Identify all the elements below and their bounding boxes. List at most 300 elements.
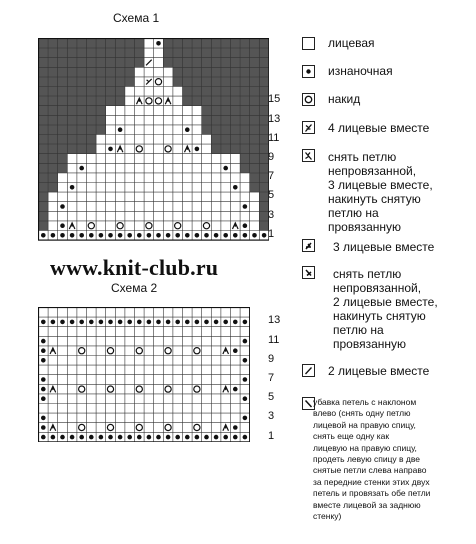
no-stitch-cell: [58, 77, 68, 87]
no-stitch-cell: [211, 96, 221, 106]
no-stitch-cell: [106, 77, 116, 87]
no-stitch-cell: [67, 67, 77, 77]
purl-stitch: [118, 320, 123, 325]
no-stitch-cell: [96, 86, 106, 96]
purl-stitch: [41, 396, 46, 401]
purl-stitch: [127, 435, 132, 440]
no-stitch-cell: [240, 115, 250, 125]
purl-stitch: [41, 320, 46, 325]
no-stitch-cell: [58, 96, 68, 106]
no-stitch-cell: [38, 202, 48, 212]
no-stitch-cell: [67, 125, 77, 135]
no-stitch-cell: [48, 154, 58, 164]
no-stitch-cell: [106, 67, 116, 77]
purl-stitch: [108, 233, 113, 238]
purl-stitch: [79, 320, 84, 325]
purl-stitch: [262, 233, 267, 238]
no-stitch-cell: [125, 67, 135, 77]
purl-stitch: [223, 435, 228, 440]
no-stitch-cell: [259, 48, 269, 58]
no-stitch-cell: [48, 173, 58, 183]
purl-stitch-icon: [302, 65, 315, 78]
purl-stitch: [233, 348, 238, 353]
no-stitch-cell: [211, 134, 221, 144]
purl-stitch: [60, 233, 65, 238]
no-stitch-cell: [48, 134, 58, 144]
purl-stitch: [204, 435, 209, 440]
purl-stitch: [233, 435, 238, 440]
purl-stitch: [89, 233, 94, 238]
purl-stitch: [223, 320, 228, 325]
purl-stitch: [233, 320, 238, 325]
legend-k2tog-label: 2 лицевые вместе: [328, 364, 430, 378]
no-stitch-cell: [125, 48, 135, 58]
no-stitch-cell: [48, 144, 58, 154]
k4tog-icon: [302, 121, 315, 134]
no-stitch-cell: [77, 58, 87, 68]
purl-stitch: [41, 387, 46, 392]
purl-stitch: [70, 435, 75, 440]
no-stitch-cell: [240, 125, 250, 135]
no-stitch-cell: [182, 58, 192, 68]
no-stitch-cell: [96, 39, 106, 49]
purl-stitch: [156, 233, 161, 238]
purl-stitch: [137, 435, 142, 440]
no-stitch-cell: [230, 58, 240, 68]
no-stitch-cell: [86, 115, 96, 125]
no-stitch-cell: [240, 154, 250, 164]
no-stitch-cell: [38, 163, 48, 173]
purl-stitch: [156, 320, 161, 325]
no-stitch-cell: [48, 106, 58, 116]
no-stitch-cell: [202, 48, 212, 58]
no-stitch-cell: [38, 86, 48, 96]
no-stitch-cell: [240, 58, 250, 68]
no-stitch-cell: [250, 77, 260, 87]
no-stitch-cell: [77, 39, 87, 49]
no-stitch-cell: [77, 115, 87, 125]
no-stitch-cell: [67, 134, 77, 144]
no-stitch-cell: [96, 48, 106, 58]
no-stitch-cell: [230, 77, 240, 87]
no-stitch-cell: [58, 154, 68, 164]
no-stitch-cell: [38, 221, 48, 231]
purl-stitch: [252, 233, 257, 238]
no-stitch-cell: [240, 77, 250, 87]
purl-stitch: [70, 320, 75, 325]
no-stitch-cell: [58, 115, 68, 125]
no-stitch-cell: [250, 125, 260, 135]
no-stitch-cell: [240, 96, 250, 106]
no-stitch-cell: [230, 125, 240, 135]
no-stitch-cell: [230, 144, 240, 154]
purl-stitch: [243, 204, 248, 209]
no-stitch-cell: [58, 144, 68, 154]
purl-stitch: [137, 233, 142, 238]
sl1-k3tog-psso-icon: [302, 149, 315, 162]
row-number: 9: [268, 352, 275, 365]
row-number: 15: [268, 93, 281, 106]
purl-stitch: [51, 320, 56, 325]
chart-grid: [38, 38, 269, 241]
no-stitch-cell: [192, 67, 202, 77]
no-stitch-cell: [77, 77, 87, 87]
purl-stitch: [41, 339, 46, 344]
no-stitch-cell: [106, 39, 116, 49]
no-stitch-cell: [221, 144, 231, 154]
no-stitch-cell: [77, 96, 87, 106]
no-stitch-cell: [211, 115, 221, 125]
purl-stitch: [243, 339, 248, 344]
row-number: 7: [268, 372, 275, 384]
no-stitch-cell: [58, 58, 68, 68]
no-stitch-cell: [48, 48, 58, 58]
legend-sl1-k2tog-psso-label: снять петлю непровязанной, 2 лицевые вместе, накинуть снятую петлю на провязанную: [333, 267, 438, 351]
no-stitch-cell: [182, 67, 192, 77]
purl-stitch: [89, 320, 94, 325]
purl-stitch: [127, 233, 132, 238]
purl-stitch: [51, 435, 56, 440]
purl-stitch: [118, 233, 123, 238]
no-stitch-cell: [221, 67, 231, 77]
no-stitch-cell: [96, 125, 106, 135]
no-stitch-cell: [240, 163, 250, 173]
no-stitch-cell: [211, 77, 221, 87]
purl-stitch: [175, 233, 180, 238]
purl-stitch: [214, 233, 219, 238]
no-stitch-cell: [230, 106, 240, 116]
no-stitch-cell: [38, 67, 48, 77]
no-stitch-cell: [211, 106, 221, 116]
no-stitch-cell: [250, 67, 260, 77]
purl-stitch: [41, 358, 46, 363]
purl-stitch: [185, 127, 190, 132]
no-stitch-cell: [48, 125, 58, 135]
sl1-k2tog-psso-icon: [302, 266, 315, 279]
no-stitch-cell: [230, 39, 240, 49]
no-stitch-cell: [221, 106, 231, 116]
no-stitch-cell: [173, 58, 183, 68]
purl-stitch: [233, 233, 238, 238]
no-stitch-cell: [230, 67, 240, 77]
no-stitch-cell: [86, 106, 96, 116]
no-stitch-cell: [250, 58, 260, 68]
no-stitch-cell: [48, 86, 58, 96]
scheme1-chart: [38, 38, 269, 246]
no-stitch-cell: [115, 77, 125, 87]
no-stitch-cell: [230, 86, 240, 96]
no-stitch-cell: [67, 96, 77, 106]
no-stitch-cell: [58, 134, 68, 144]
legend-k4tog-label: 4 лицевые вместе: [328, 121, 430, 135]
no-stitch-cell: [230, 115, 240, 125]
no-stitch-cell: [77, 86, 87, 96]
no-stitch-cell: [250, 163, 260, 173]
no-stitch-cell: [96, 106, 106, 116]
no-stitch-cell: [115, 58, 125, 68]
no-stitch-cell: [58, 39, 68, 49]
k3tog-icon: [302, 239, 315, 252]
purl-stitch: [204, 233, 209, 238]
no-stitch-cell: [86, 77, 96, 87]
purl-stitch: [233, 425, 238, 430]
no-stitch-cell: [38, 211, 48, 221]
no-stitch-cell: [259, 58, 269, 68]
no-stitch-cell: [250, 39, 260, 49]
purl-stitch: [79, 233, 84, 238]
purl-stitch: [147, 320, 152, 325]
purl-stitch: [41, 348, 46, 353]
no-stitch-cell: [240, 39, 250, 49]
no-stitch-cell: [38, 182, 48, 192]
no-stitch-cell: [250, 182, 260, 192]
no-stitch-cell: [77, 125, 87, 135]
legend-ssk-label: убавка петель с наклоном влево (снять одну петлю лицевой на правую спицу, снять еще одну как лицевую на правую спицу, продеть левую спицу в две снятые петли слева направо за передние стенки этих двух петель и провязать обе петли вместе лицевой за заднюю стенку): [313, 397, 431, 522]
no-stitch-cell: [173, 48, 183, 58]
no-stitch-cell: [77, 106, 87, 116]
no-stitch-cell: [221, 125, 231, 135]
purl-stitch: [175, 320, 180, 325]
no-stitch-cell: [250, 96, 260, 106]
no-stitch-cell: [192, 77, 202, 87]
legend-sl1-k3tog-psso-label: снять петлю непровязанной, 3 лицевые вместе, накинуть снятую петлю на провязанную: [328, 150, 433, 234]
purl-stitch: [195, 147, 200, 152]
no-stitch-cell: [48, 96, 58, 106]
no-stitch-cell: [182, 86, 192, 96]
no-stitch-cell: [106, 96, 116, 106]
purl-stitch: [118, 127, 123, 132]
no-stitch-cell: [38, 48, 48, 58]
purl-stitch: [41, 377, 46, 382]
no-stitch-cell: [211, 144, 221, 154]
no-stitch-cell: [115, 39, 125, 49]
no-stitch-cell: [182, 48, 192, 58]
no-stitch-cell: [250, 106, 260, 116]
no-stitch-cell: [230, 48, 240, 58]
purl-stitch: [223, 233, 228, 238]
no-stitch-cell: [58, 106, 68, 116]
row-number: 1: [268, 429, 275, 442]
yarn-over-icon: [302, 93, 315, 106]
no-stitch-cell: [67, 144, 77, 154]
no-stitch-cell: [202, 58, 212, 68]
no-stitch-cell: [221, 134, 231, 144]
purl-stitch: [156, 41, 161, 46]
no-stitch-cell: [250, 154, 260, 164]
purl-stitch: [79, 166, 84, 171]
no-stitch-cell: [115, 86, 125, 96]
row-number: 3: [268, 208, 275, 221]
purl-stitch: [243, 320, 248, 325]
purl-stitch: [89, 435, 94, 440]
legend-purl-label: изнаночная: [328, 64, 393, 78]
purl-stitch: [185, 435, 190, 440]
purl-stitch: [214, 435, 219, 440]
legend-k3tog-label: 3 лицевые вместе: [333, 240, 435, 254]
no-stitch-cell: [182, 39, 192, 49]
no-stitch-cell: [173, 39, 183, 49]
row-number: 11: [268, 131, 280, 144]
no-stitch-cell: [221, 39, 231, 49]
no-stitch-cell: [250, 173, 260, 183]
no-stitch-cell: [125, 77, 135, 87]
no-stitch-cell: [115, 67, 125, 77]
no-stitch-cell: [38, 96, 48, 106]
row-number: 13: [268, 112, 281, 125]
no-stitch-cell: [134, 39, 144, 49]
no-stitch-cell: [230, 134, 240, 144]
no-stitch-cell: [38, 125, 48, 135]
no-stitch-cell: [240, 67, 250, 77]
purl-stitch: [70, 185, 75, 190]
no-stitch-cell: [250, 115, 260, 125]
row-number: 13: [268, 314, 281, 327]
purl-stitch: [185, 320, 190, 325]
no-stitch-cell: [38, 115, 48, 125]
no-stitch-cell: [163, 58, 173, 68]
purl-stitch: [166, 435, 171, 440]
no-stitch-cell: [96, 96, 106, 106]
purl-stitch: [243, 396, 248, 401]
no-stitch-cell: [134, 48, 144, 58]
no-stitch-cell: [221, 96, 231, 106]
purl-stitch: [60, 435, 65, 440]
purl-stitch: [99, 233, 104, 238]
purl-stitch: [185, 233, 190, 238]
no-stitch-cell: [67, 106, 77, 116]
no-stitch-cell: [38, 134, 48, 144]
purl-stitch: [166, 233, 171, 238]
no-stitch-cell: [250, 144, 260, 154]
purl-stitch: [60, 223, 65, 228]
no-stitch-cell: [192, 48, 202, 58]
no-stitch-cell: [77, 144, 87, 154]
no-stitch-cell: [192, 58, 202, 68]
no-stitch-cell: [58, 48, 68, 58]
no-stitch-cell: [96, 67, 106, 77]
purl-stitch: [108, 320, 113, 325]
no-stitch-cell: [211, 86, 221, 96]
no-stitch-cell: [240, 48, 250, 58]
no-stitch-cell: [38, 77, 48, 87]
no-stitch-cell: [173, 77, 183, 87]
purl-stitch: [204, 320, 209, 325]
no-stitch-cell: [221, 115, 231, 125]
no-stitch-cell: [106, 86, 116, 96]
chart-grid: [38, 307, 250, 442]
no-stitch-cell: [86, 39, 96, 49]
no-stitch-cell: [192, 96, 202, 106]
row-number: 1: [268, 227, 275, 240]
no-stitch-cell: [38, 58, 48, 68]
no-stitch-cell: [86, 96, 96, 106]
no-stitch-cell: [221, 58, 231, 68]
scheme2-chart: [38, 307, 250, 447]
no-stitch-cell: [38, 106, 48, 116]
no-stitch-cell: [67, 58, 77, 68]
purl-stitch: [41, 425, 46, 430]
no-stitch-cell: [115, 48, 125, 58]
no-stitch-cell: [211, 58, 221, 68]
purl-stitch: [60, 320, 65, 325]
scheme1-title: Схема 1: [113, 11, 160, 25]
no-stitch-cell: [48, 58, 58, 68]
purl-stitch: [127, 320, 132, 325]
no-stitch-cell: [106, 48, 116, 58]
purl-stitch: [243, 358, 248, 363]
legend-yarn-over-label: накид: [328, 92, 361, 106]
scheme2-title: Схема 2: [111, 281, 158, 295]
purl-stitch: [41, 233, 46, 238]
no-stitch-cell: [77, 67, 87, 77]
no-stitch-cell: [48, 115, 58, 125]
no-stitch-cell: [202, 86, 212, 96]
row-number: 9: [268, 151, 275, 163]
no-stitch-cell: [211, 39, 221, 49]
purl-stitch: [233, 387, 238, 392]
no-stitch-cell: [86, 48, 96, 58]
no-stitch-cell: [221, 48, 231, 58]
no-stitch-cell: [38, 192, 48, 202]
no-stitch-cell: [163, 48, 173, 58]
no-stitch-cell: [202, 96, 212, 106]
row-number: 5: [268, 391, 275, 404]
no-stitch-cell: [202, 67, 212, 77]
no-stitch-cell: [211, 125, 221, 135]
no-stitch-cell: [211, 48, 221, 58]
no-stitch-cell: [67, 115, 77, 125]
no-stitch-cell: [67, 48, 77, 58]
purl-stitch: [195, 320, 200, 325]
no-stitch-cell: [38, 39, 48, 49]
row-number: 3: [268, 410, 275, 423]
purl-stitch: [41, 416, 46, 421]
purl-stitch: [223, 166, 228, 171]
no-stitch-cell: [48, 67, 58, 77]
no-stitch-cell: [202, 106, 212, 116]
purl-stitch: [79, 435, 84, 440]
purl-stitch: [243, 435, 248, 440]
no-stitch-cell: [240, 86, 250, 96]
no-stitch-cell: [250, 86, 260, 96]
no-stitch-cell: [125, 58, 135, 68]
no-stitch-cell: [86, 134, 96, 144]
no-stitch-cell: [77, 48, 87, 58]
no-stitch-cell: [86, 86, 96, 96]
no-stitch-cell: [67, 86, 77, 96]
purl-stitch: [156, 435, 161, 440]
row-number: 11: [268, 333, 280, 346]
purl-stitch: [99, 320, 104, 325]
purl-stitch: [195, 233, 200, 238]
no-stitch-cell: [77, 134, 87, 144]
purl-stitch: [243, 416, 248, 421]
purl-stitch: [214, 320, 219, 325]
no-stitch-cell: [240, 106, 250, 116]
row-number: 7: [268, 170, 275, 183]
no-stitch-cell: [221, 77, 231, 87]
purl-stitch: [41, 435, 46, 440]
purl-stitch: [51, 233, 56, 238]
row-number: 5: [268, 189, 275, 202]
no-stitch-cell: [48, 182, 58, 192]
purl-stitch: [175, 435, 180, 440]
no-stitch-cell: [173, 67, 183, 77]
no-stitch-cell: [192, 39, 202, 49]
no-stitch-cell: [58, 67, 68, 77]
purl-stitch: [147, 435, 152, 440]
purl-stitch: [166, 320, 171, 325]
